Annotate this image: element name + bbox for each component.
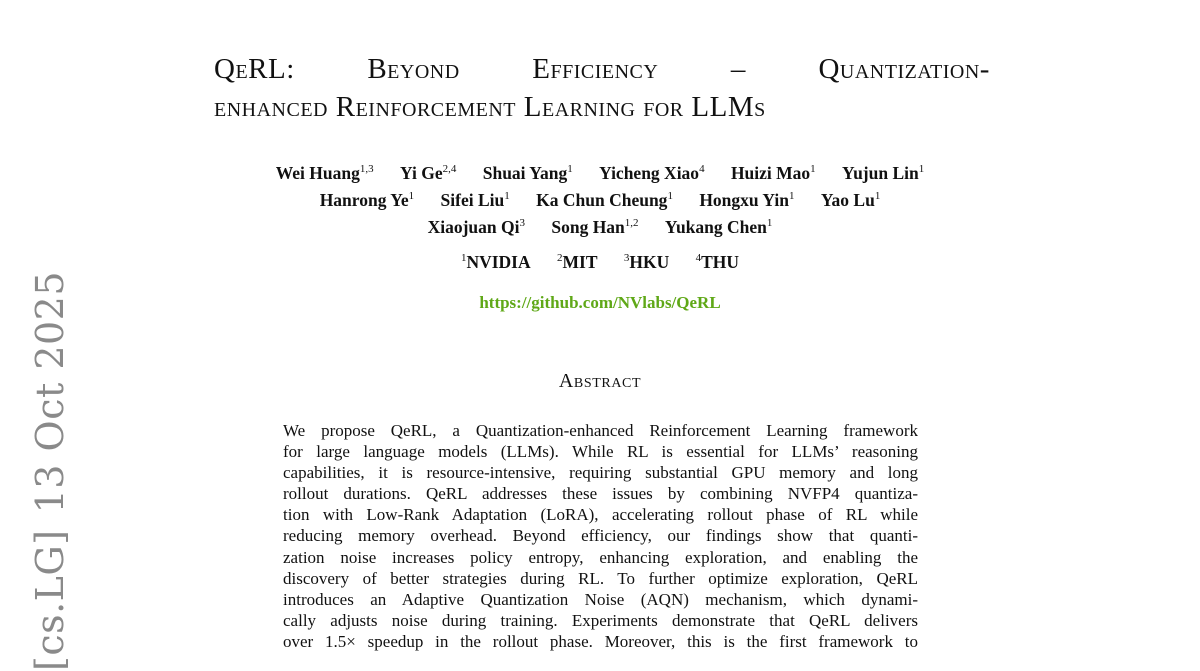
author-name: Yi Ge xyxy=(400,163,443,183)
abstract-body xyxy=(283,420,918,652)
author xyxy=(821,190,880,210)
arxiv-date: 13 Oct 2025 xyxy=(28,270,72,514)
author-affiliation-mark: 4 xyxy=(699,163,705,175)
author-row xyxy=(200,160,1000,187)
author xyxy=(483,163,573,183)
affiliation-number: 1 xyxy=(460,252,467,264)
author xyxy=(551,217,638,237)
author-affiliation-mark: 1,2 xyxy=(624,217,639,229)
author-affiliation-mark: 1 xyxy=(567,163,573,175)
author-name: Hongxu Yin xyxy=(699,190,789,210)
arxiv-side-stamp xyxy=(28,255,72,671)
author-affiliation-mark: 1 xyxy=(504,190,510,202)
author xyxy=(842,163,924,183)
author-name: Wei Huang xyxy=(275,163,360,183)
author-name: Song Han xyxy=(551,217,625,237)
abstract-line: tion with Low-Rank Adaptation (LoRA), accelerating rollout phase of RL while xyxy=(283,505,918,525)
author xyxy=(400,163,456,183)
author-name: Sifei Liu xyxy=(440,190,505,210)
author xyxy=(441,190,510,210)
author-affiliation-mark: 1 xyxy=(788,190,795,202)
author-affiliation-mark: 1 xyxy=(667,190,673,202)
affiliation-number: 3 xyxy=(623,252,630,264)
title-line-1 xyxy=(214,50,990,88)
author-affiliation-mark: 2,4 xyxy=(442,163,457,175)
affiliation xyxy=(624,252,669,272)
abstract-line: reducing memory overhead. Beyond efficiency, our findings show that quanti- xyxy=(283,526,918,546)
abstract-line: We propose QeRL, a Quantization-enhanced Reinforcement Learning framework xyxy=(283,421,918,440)
title-word: – xyxy=(730,53,746,85)
author-row xyxy=(200,214,1000,241)
title-word: QeRL: xyxy=(214,53,295,85)
abstract-line: for large language models (LLMs). While RL is essential for LLMs’ reasoning xyxy=(283,442,918,462)
author-affiliation-mark: 1,3 xyxy=(359,163,374,175)
author-name: Yukang Chen xyxy=(664,217,767,237)
author-affiliation-mark: 1 xyxy=(810,163,816,175)
author-name: Xiaojuan Qi xyxy=(427,217,520,237)
author-name: Yao Lu xyxy=(820,190,875,210)
author xyxy=(320,190,414,210)
author-row xyxy=(200,187,1000,214)
author xyxy=(599,163,704,183)
affiliation xyxy=(461,252,531,272)
arxiv-category: [cs.LG] xyxy=(28,529,72,671)
affiliation xyxy=(557,252,598,272)
abstract-line: zation noise increases policy entropy, enhancing exploration, and enabling the xyxy=(283,547,918,567)
author-name: Huizi Mao xyxy=(730,163,811,183)
github-repo-link[interactable]: https://github.com/NVlabs/QeRL xyxy=(479,293,721,312)
author xyxy=(428,217,525,237)
author-name: Ka Chun Cheung xyxy=(536,190,668,210)
affiliation-name: NVIDIA xyxy=(466,252,531,272)
author xyxy=(276,163,374,183)
abstract-heading: Abstract xyxy=(558,370,642,392)
title-word: Beyond xyxy=(367,53,460,85)
author xyxy=(731,163,816,183)
author xyxy=(536,190,673,210)
author-name: Yicheng Xiao xyxy=(599,163,700,183)
abstract-line: capabilities, it is resource-intensive, requiring substantial GPU memory and long xyxy=(283,463,918,483)
title-word: Quantization- xyxy=(818,53,990,85)
author-name: Shuai Yang xyxy=(482,163,568,183)
abstract-line: over 1.5× speedup in the rollout phase. Moreover, this is the first framework to xyxy=(283,631,918,651)
affiliation-number: 2 xyxy=(557,252,563,264)
author xyxy=(699,190,794,210)
author xyxy=(665,217,772,237)
author-list xyxy=(200,160,1000,241)
affiliation-number: 4 xyxy=(695,252,702,264)
affiliation-name: MIT xyxy=(562,252,598,272)
affiliation-name: HKU xyxy=(629,252,670,272)
author-affiliation-mark: 3 xyxy=(519,217,525,229)
abstract-line: introduces an Adaptive Quantization Noise (AQN) mechanism, which dynami- xyxy=(283,589,918,609)
author-name: Hanrong Ye xyxy=(319,190,409,210)
author-affiliation-mark: 1 xyxy=(918,163,925,175)
title-word: Efficiency xyxy=(532,53,659,85)
abstract-line: rollout durations. QeRL addresses these issues by combining NVFP4 quantiza- xyxy=(283,484,918,504)
author-affiliation-mark: 1 xyxy=(874,190,881,202)
abstract-line: cally adjusts noise during training. Experiments demonstrate that QeRL delivers xyxy=(283,610,918,630)
author-affiliation-mark: 1 xyxy=(408,190,415,202)
affiliation-name: THU xyxy=(701,252,740,272)
author-name: Yujun Lin xyxy=(842,163,919,183)
affiliation-list xyxy=(200,252,1000,273)
title-line-2: enhanced Reinforcement Learning for LLMs xyxy=(214,91,766,123)
affiliation xyxy=(696,252,739,272)
paper-title xyxy=(214,50,990,126)
author-affiliation-mark: 1 xyxy=(766,217,773,229)
abstract-line: discovery of better strategies during RL. To further optimize exploration, QeRL xyxy=(283,568,918,588)
